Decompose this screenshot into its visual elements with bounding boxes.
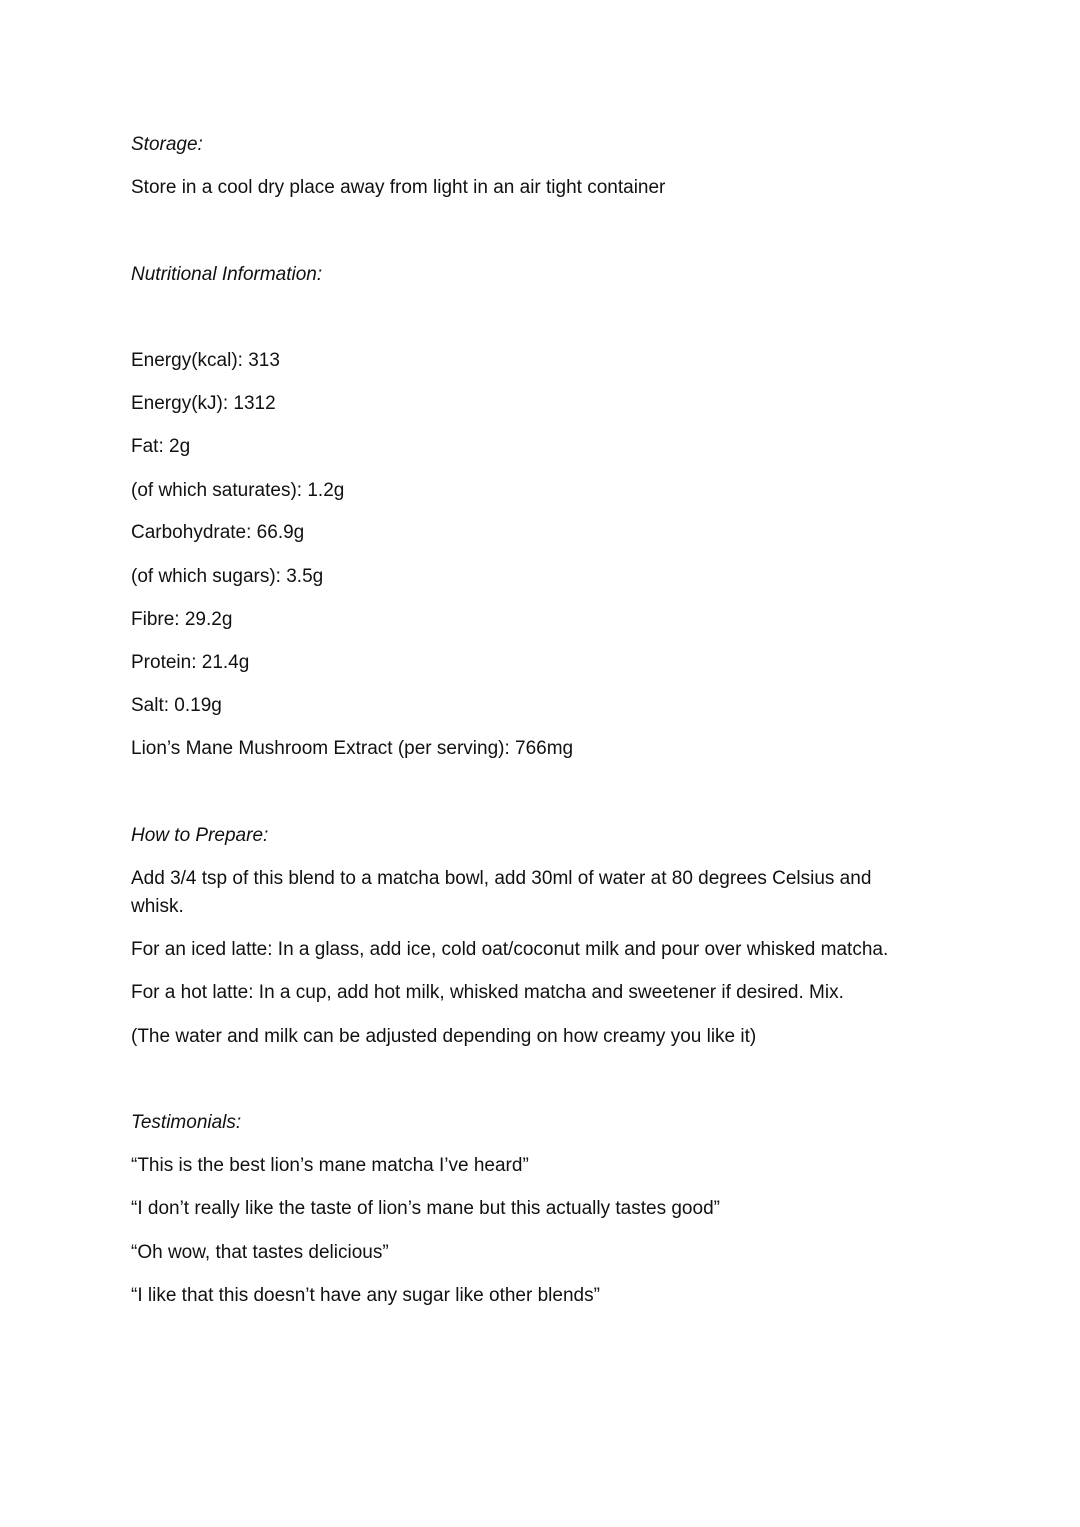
nutrition-item: Fibre: 29.2g [131, 609, 233, 630]
nutrition-item: Carbohydrate: 66.9g [131, 522, 305, 543]
nutrition-item: Protein: 21.4g [131, 652, 250, 673]
nutrition-item: (of which sugars): 3.5g [131, 566, 324, 587]
prepare-step: For an iced latte: In a glass, add ice, cold oat/coconut milk and pour over whisked matcha. [131, 939, 889, 960]
testimonials-heading: Testimonials: [131, 1112, 242, 1133]
nutrition-heading: Nutritional Information: [131, 264, 323, 285]
prepare-step: Add 3/4 tsp of this blend to a matcha bowl, add 30ml of water at 80 degrees Celsius and whisk. [131, 868, 872, 917]
testimonial-quote: “I don’t really like the taste of lion’s mane but this actually tastes good” [131, 1198, 720, 1219]
storage-heading: Storage: [131, 134, 203, 155]
nutrition-item: Lion’s Mane Mushroom Extract (per serving): 766mg [131, 738, 574, 759]
nutrition-item: (of which saturates): 1.2g [131, 480, 345, 501]
testimonial-quote: “I like that this doesn’t have any sugar like other blends” [131, 1285, 600, 1306]
nutrition-item: Energy(kJ): 1312 [131, 393, 276, 414]
nutrition-item: Fat: 2g [131, 436, 191, 457]
nutrition-item: Energy(kcal): 313 [131, 350, 280, 371]
prepare-step: (The water and milk can be adjusted depending on how creamy you like it) [131, 1026, 757, 1047]
testimonial-quote: “This is the best lion’s mane matcha I’ve heard” [131, 1155, 529, 1176]
testimonial-quote: “Oh wow, that tastes delicious” [131, 1242, 389, 1263]
nutrition-item: Salt: 0.19g [131, 695, 222, 716]
prepare-heading: How to Prepare: [131, 825, 269, 846]
prepare-step: For a hot latte: In a cup, add hot milk, whisked matcha and sweetener if desired. Mix. [131, 982, 844, 1003]
storage-text: Store in a cool dry place away from light in an air tight container [131, 177, 666, 198]
